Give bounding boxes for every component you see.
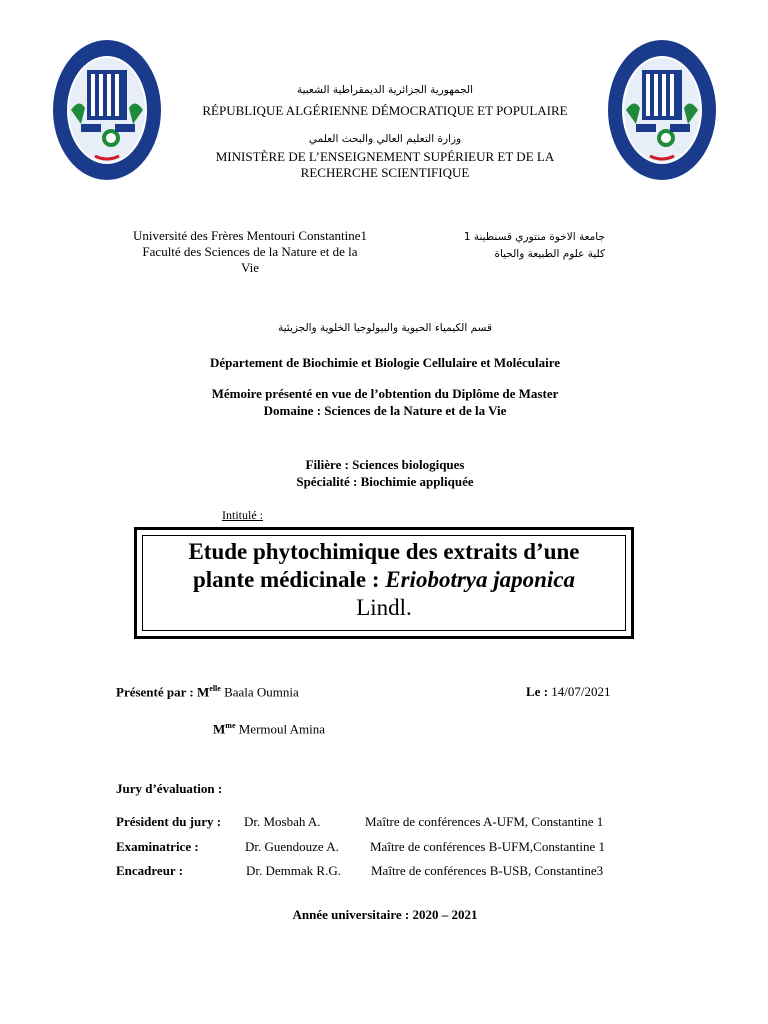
- faculty-name-line-1: Faculté des Sciences de la Nature et de la: [142, 244, 358, 259]
- presented-by: [116, 684, 299, 700]
- species-name: Eriobotrya japonica: [385, 567, 576, 592]
- student-1-name: Baala Oumnia: [220, 684, 299, 700]
- university-name-arabic: جامعة الاخوة منتوري قسنطينة 1: [463, 231, 605, 243]
- student-1-title: M: [196, 684, 210, 700]
- title-line-3: Lindl.: [356, 595, 412, 620]
- faculty-name-line-2: Vie: [241, 260, 259, 275]
- title-box: [134, 527, 634, 639]
- thesis-title: [137, 538, 631, 622]
- arabic-republic: الجمهورية الجزائرية الديمقراطية الشعبية: [296, 84, 474, 96]
- date-label: Le :: [526, 684, 552, 699]
- university-arabic: [420, 229, 605, 263]
- student-2-title-sup: me: [225, 721, 236, 730]
- domaine-line: Domaine : Sciences de la Nature et de la Vie: [263, 403, 507, 418]
- student-1-title-sup: elle: [209, 684, 221, 693]
- title-line-2-prefix: plante médicinale :: [192, 567, 386, 592]
- student-2-name: Mermoul Amina: [235, 721, 326, 737]
- university-logo-left: [51, 38, 163, 182]
- specialite-line: Spécialité : Biochimie appliquée: [296, 474, 474, 489]
- arabic-ministry: وزارة التعليم العالي والبحث العلمي: [308, 133, 462, 145]
- jury-position-president: Maître de conférences A-UFM, Constantine 1: [365, 814, 604, 829]
- faculty-name-arabic: كلية علوم الطبيعة والحياة: [494, 248, 605, 260]
- title-line-1: Etude phytochimique des extraits d’une: [188, 539, 580, 564]
- presented-label: Présenté par :: [116, 684, 197, 700]
- intitule-label: Intitulé :: [222, 508, 263, 522]
- jury-role-president: Président du jury :: [116, 814, 222, 829]
- jury-name-encadreur: Dr. Demmak R.G.: [246, 863, 341, 878]
- university-french: [110, 228, 390, 276]
- student-2-title: M: [213, 721, 226, 737]
- jury-name-examinatrice: Dr. Guendouze A.: [245, 839, 339, 854]
- ministry-line-2: RECHERCHE SCIENTIFIQUE: [300, 165, 470, 180]
- jury-heading: Jury d’évaluation :: [116, 781, 223, 796]
- department-french: Département de Biochimie et Biologie Cellulaire et Moléculaire: [209, 355, 561, 370]
- title-line-2: [137, 566, 631, 594]
- university-logo-right: [606, 38, 718, 182]
- republic-title: RÉPUBLIQUE ALGÉRIENNE DÉMOCRATIQUE ET POPULAIRE: [202, 103, 568, 118]
- department-arabic: قسم الكيمياء الحيوية والبيولوجيا الخلوية والجزيئية: [278, 322, 492, 334]
- memoire-line: Mémoire présenté en vue de l’obtention du Diplôme de Master: [211, 386, 559, 401]
- jury-position-examinatrice: Maître de conférences B-UFM,Constantine 1: [370, 839, 606, 854]
- jury-name-president: Dr. Mosbah A.: [244, 814, 321, 829]
- student-2: [213, 721, 325, 737]
- ministry-line-1: MINISTÈRE DE L’ENSEIGNEMENT SUPÉRIEUR ET DE LA: [215, 149, 555, 164]
- date-value: 14/07/2021: [551, 684, 611, 699]
- university-name: Université des Frères Mentouri Constantine1: [133, 228, 367, 243]
- jury-role-examinatrice: Examinatrice :: [116, 839, 199, 854]
- jury-position-encadreur: Maître de conférences B-USB, Constantine3: [371, 863, 604, 878]
- defense-date: [526, 684, 611, 700]
- academic-year: Année universitaire : 2020 – 2021: [292, 907, 478, 922]
- filiere-line: Filière : Sciences biologiques: [305, 457, 465, 472]
- jury-role-encadreur: Encadreur :: [116, 863, 184, 878]
